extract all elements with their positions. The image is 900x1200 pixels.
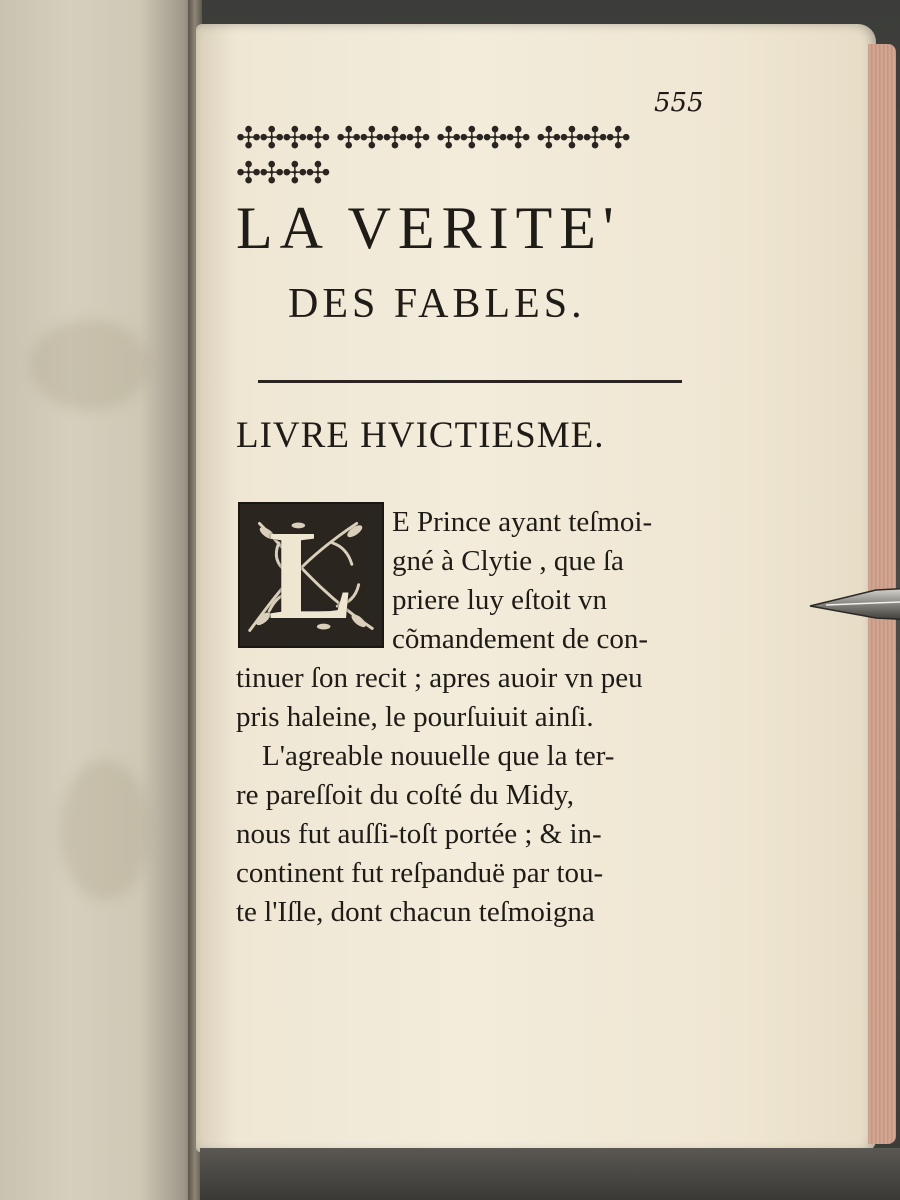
paper-stain [30, 320, 150, 410]
text-line: E Prince ayant teſmoi- [392, 506, 653, 538]
decorated-drop-cap [238, 502, 384, 648]
text-line: tinuer ſon recit ; apres auoir vn peu [236, 662, 643, 694]
text-line: te l'Iſle, dont chacun teſmoigna [236, 896, 595, 928]
metal-pointer-icon [806, 580, 900, 628]
title-rule [258, 380, 682, 383]
text-line: L'agreable nouuelle que la ter- [262, 740, 615, 772]
text-line: continent fut reſpanduë par tou- [236, 857, 604, 889]
text-line: nous fut auſſi-toſt portée ; & in- [236, 818, 602, 850]
text-line: re pareſſoit du coſté du Midy, [236, 779, 574, 811]
drop-cap-letter: L [268, 504, 354, 646]
table-surface [200, 1148, 900, 1200]
left-blank-page [0, 0, 200, 1200]
page-number: 555 [654, 88, 704, 118]
text-line: priere luy eſtoit vn [392, 584, 608, 616]
text-line: gné à Clytie , que ſa [392, 545, 624, 577]
text-line: cõmandement de con- [392, 623, 649, 655]
paper-stain [60, 760, 150, 900]
ornament-text: ✣✣✣✣ ✣✣✣✣ ✣✣✣✣ ✣✣✣✣ ✣✣✣✣ [236, 121, 629, 191]
header-ornament [236, 121, 694, 191]
page-subtitle: DES FABLES. [288, 281, 586, 327]
page-title: LA VERITE' [236, 195, 621, 261]
book-heading: LIVRE HVICTIESME. [236, 415, 605, 456]
text-line: pris haleine, le pourſuiuit ainſi. [236, 701, 594, 733]
